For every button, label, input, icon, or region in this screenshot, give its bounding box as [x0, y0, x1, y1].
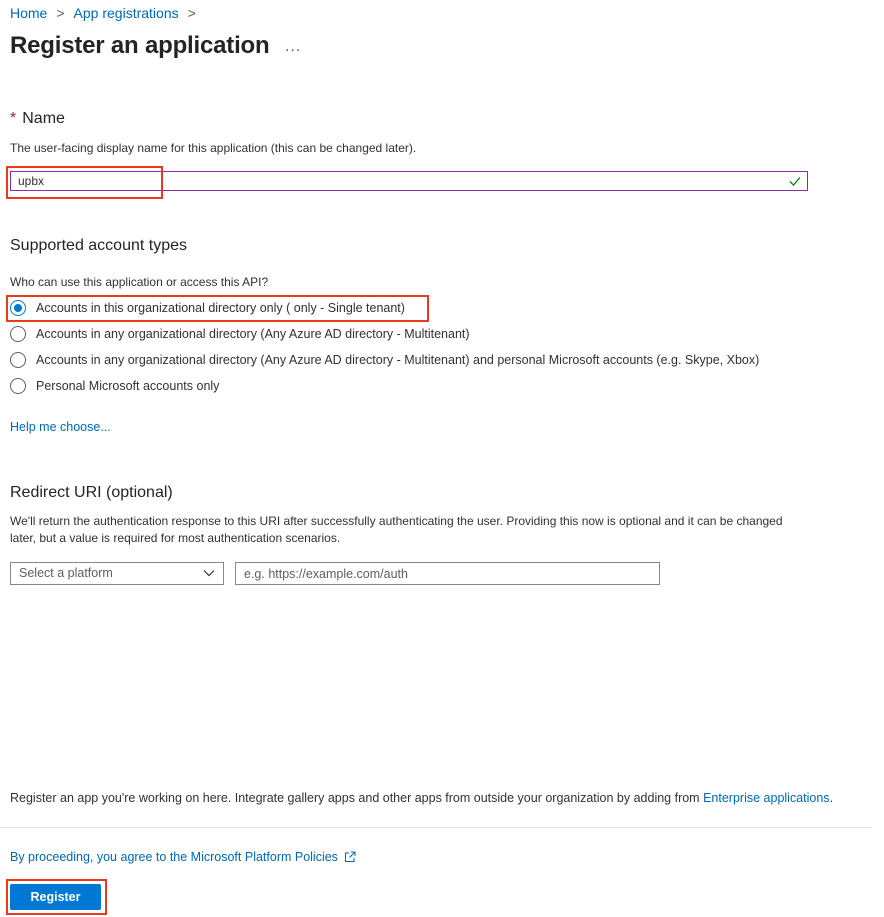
redirect-uri-description: We'll return the authentication response to this URI after successfully authenticating the user. Providing this now is optional and it can be changed later, but a value is required for most authentication scenarios. — [10, 514, 783, 545]
more-options-button[interactable]: ... — [285, 38, 302, 55]
account-type-label: Accounts in this organizational directory only ( only - Single tenant) — [36, 301, 405, 315]
platform-select-placeholder: Select a platform — [19, 566, 113, 580]
breadcrumb-separator: > — [187, 5, 196, 21]
account-types-heading: Supported account types — [10, 237, 188, 254]
highlight-box-register — [6, 879, 107, 915]
account-type-label: Personal Microsoft accounts only — [36, 379, 220, 393]
highlight-box-account-type — [6, 295, 429, 322]
account-type-label: Accounts in any organizational directory (Any Azure AD directory - Multitenant) — [36, 327, 470, 341]
breadcrumb — [10, 5, 205, 21]
breadcrumb-home[interactable]: Home — [10, 5, 48, 21]
chevron-down-icon — [203, 568, 215, 578]
radio-button[interactable] — [10, 352, 26, 368]
footer-note-text: Register an app you're working on here. Integrate gallery apps and other apps from outside your organization by adding from — [10, 791, 700, 805]
radio-button[interactable] — [10, 378, 26, 394]
platform-select[interactable] — [10, 562, 224, 585]
platform-policies-link[interactable] — [10, 850, 357, 864]
name-heading — [10, 110, 65, 128]
footer-note — [10, 791, 833, 805]
page-title: Register an application — [10, 32, 270, 59]
breadcrumb-app-registrations[interactable]: App registrations — [73, 5, 179, 21]
enterprise-applications-link[interactable]: Enterprise applications — [703, 791, 830, 805]
redirect-uri-input[interactable] — [235, 562, 660, 585]
radio-button[interactable] — [10, 326, 26, 342]
redirect-uri-heading: Redirect URI (optional) — [10, 484, 173, 501]
required-marker: * — [10, 110, 17, 127]
account-type-option-personal[interactable] — [10, 378, 219, 394]
account-type-option-multitenant-personal[interactable] — [10, 352, 759, 368]
name-description: The user-facing display name for this application (this can be changed later). — [10, 141, 417, 155]
account-types-question: Who can use this application or access this API? — [10, 275, 269, 289]
footer-divider — [0, 827, 872, 828]
account-type-option-multitenant[interactable] — [10, 326, 470, 342]
checkmark-icon — [788, 174, 802, 188]
platform-policies-label: By proceeding, you agree to the Microsoft Platform Policies — [10, 850, 338, 864]
highlight-box-name — [6, 166, 163, 199]
breadcrumb-separator: > — [56, 5, 65, 21]
help-me-choose-link[interactable]: Help me choose... — [10, 420, 111, 434]
footer-note-end: . — [829, 791, 834, 805]
account-type-label: Accounts in any organizational directory (Any Azure AD directory - Multitenant) and personal Microsoft accounts (e.g. Skype, Xbox) — [36, 353, 760, 367]
name-heading-label: Name — [22, 110, 65, 127]
register-button[interactable]: Register — [10, 884, 101, 910]
external-link-icon — [343, 850, 357, 864]
